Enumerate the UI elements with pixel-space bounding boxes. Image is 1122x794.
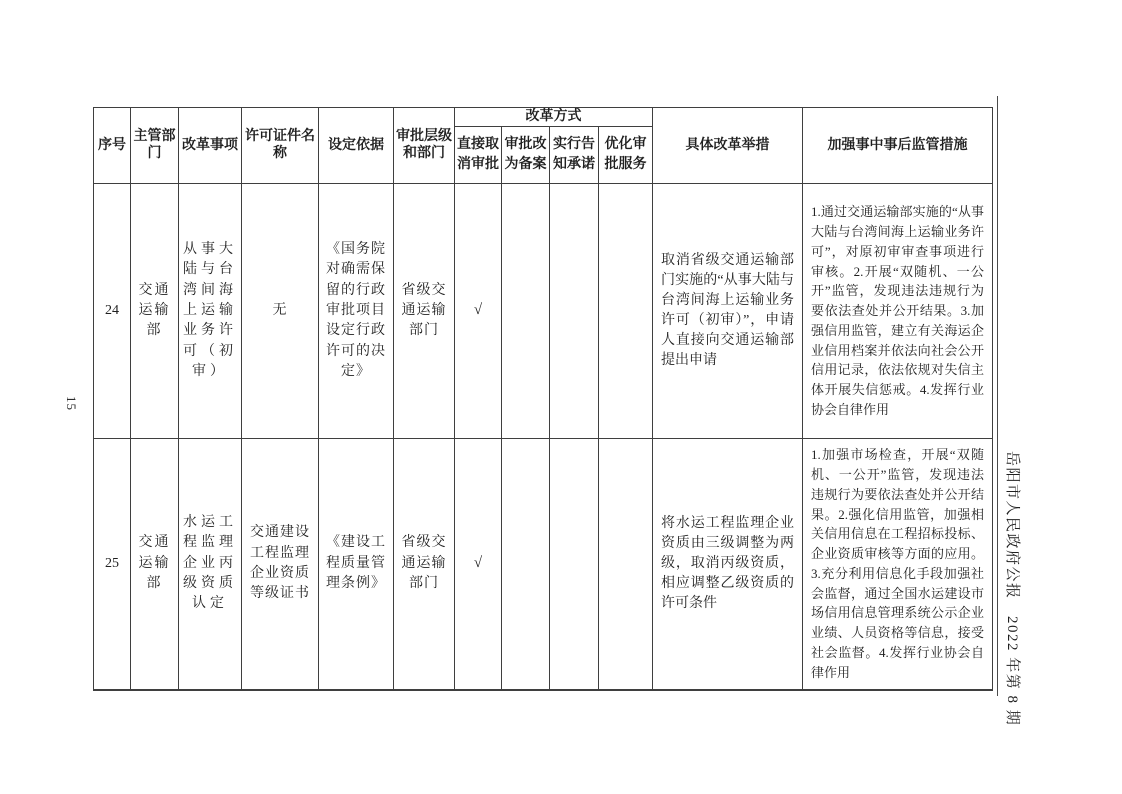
cell-approval-level: 省级交通运输部门 [394,439,455,690]
cell-reform-item: 水运工程监理企业丙级资质认定 [179,439,242,690]
cell-basis: 《建设工程质量管理条例》 [319,439,394,690]
cell-optimize [599,439,653,690]
cell-measures: 取消省级交通运输部门实施的“从事大陆与台湾间海上运输业务许可（初审）”，申请人直接向交通运输部提出申请 [653,184,803,439]
header-approval-level: 审批层级和部门 [394,108,455,184]
cell-notify-commit [550,439,599,690]
header-license-name: 许可证件名称 [242,108,319,184]
cell-supervision: 1.加强市场检查，开展“双随机、一公开”监管，发现违法违规行为要依法查处并公开结果。2.强化信用监管，加强相关信用信息在工程招标投标、企业资质审核等方面的应用。3.充分利用信息化手段加强社会监督，通过全国水运建设市场信用信息管理系统公示企业业绩、人员资格等信息，接受社会监督。4.发挥行业协会自律作用 [803,439,993,690]
header-method-notify-commit: 实行告知承诺 [550,127,599,184]
cell-department: 交通运输部 [131,439,179,690]
table-row-24 [94,184,993,439]
header-department: 主管部门 [131,108,179,184]
cell-serial: 25 [94,439,131,690]
cell-to-filing [502,184,550,439]
cell-license-name: 交通建设工程监理企业资质等级证书 [242,439,319,690]
cell-supervision: 1.通过交通运输部实施的“从事大陆与台湾间海上运输业务许可”，对原初审审查事项进行审核。2.开展“双随机、一公开”监管，发现违法违规行为要依法查处并公开结果。3.加强信用监管，建立有关海运企业信用档案并依法向社会公开信用记录，依法依规对失信主体开展失信惩戒。4.发挥行业协会自律作用 [803,184,993,439]
cell-measures: 将水运工程监理企业资质由三级调整为两级，取消丙级资质，相应调整乙级资质的许可条件 [653,439,803,690]
page-number: 15 [64,396,79,411]
cell-license-name: 无 [242,184,319,439]
cell-to-filing [502,439,550,690]
header-method-optimize: 优化审批服务 [599,127,653,184]
reform-items-table [93,107,993,691]
journal-title: 岳阳市人民政府公报 2022 年第 8 期 [1004,451,1020,727]
cell-optimize [599,184,653,439]
header-method-direct-cancel: 直接取消审批 [455,127,502,184]
checkmark-direct-cancel: √ [455,184,502,439]
header-reform-item: 改革事项 [179,108,242,184]
cell-serial: 24 [94,184,131,439]
cell-basis: 《国务院对确需保留的行政审批项目设定行政许可的决定》 [319,184,394,439]
cell-notify-commit [550,184,599,439]
table-row-25 [94,439,993,690]
checkmark-direct-cancel: √ [455,439,502,690]
header-method-to-filing: 审批改为备案 [502,127,550,184]
header-supervision: 加强事中事后监管措施 [803,108,993,184]
header-reform-method: 改革方式 [455,108,653,127]
cell-reform-item: 从事大陆与台湾间海上运输业务许可（初审） [179,184,242,439]
sidebar-divider-line [997,96,998,696]
cell-approval-level: 省级交通运输部门 [394,184,455,439]
header-serial: 序号 [94,108,131,184]
table-header [94,108,993,184]
header-basis: 设定依据 [319,108,394,184]
header-measures: 具体改革举措 [653,108,803,184]
cell-department: 交通运输部 [131,184,179,439]
